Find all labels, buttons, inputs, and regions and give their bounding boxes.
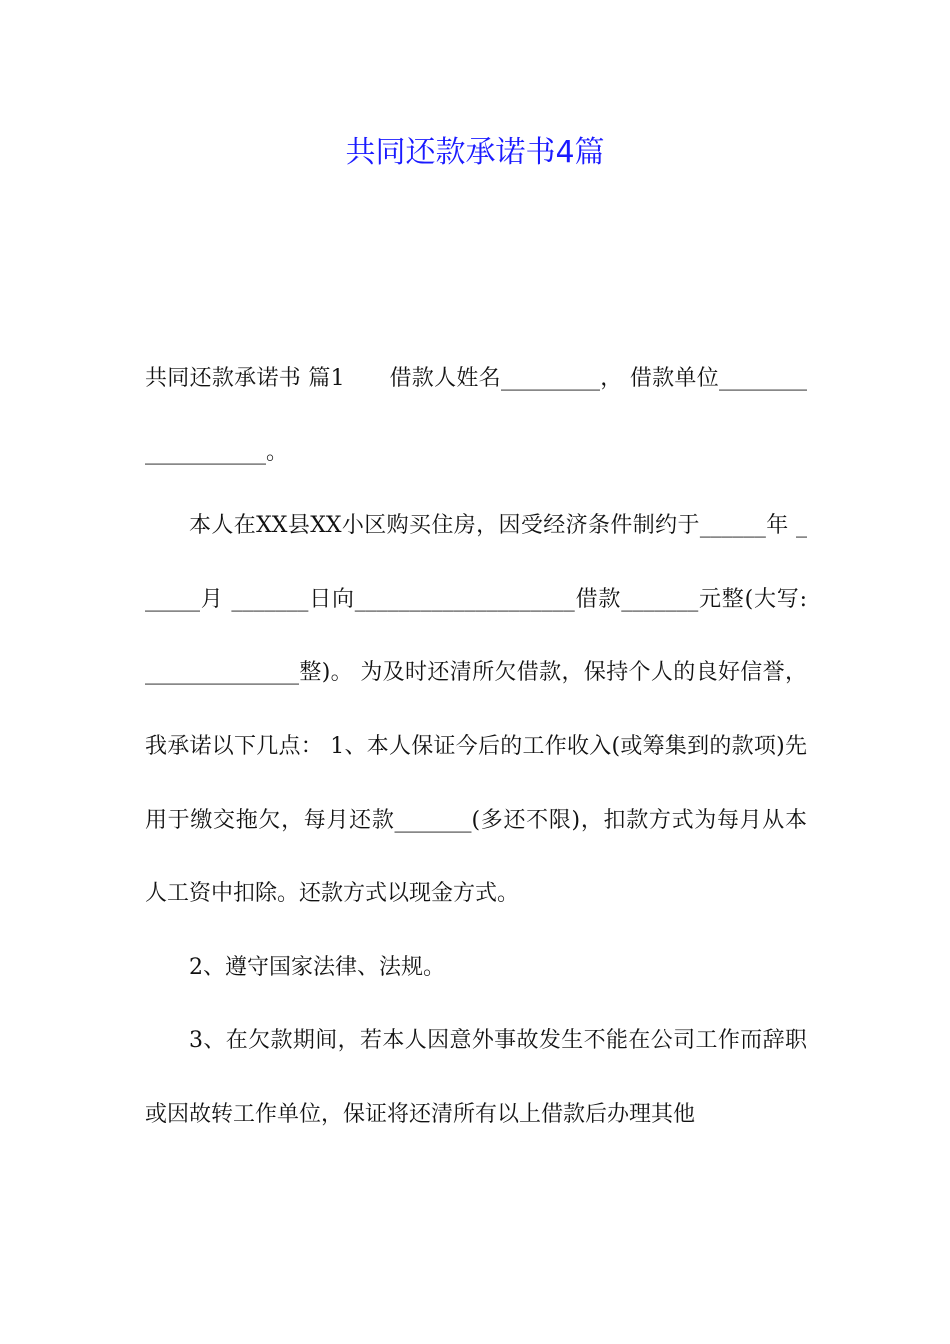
paragraph-commitment: 本人在XX县XX小区购买住房，因受经济条件制约于______年 ______月 _______日向____________________借款_______元整(大写: ______________整)。 为及时还清所欠借款，保持个人的良好信誉，我承诺以下几点： 1、本人保证今后的工作收入(或筹集到的款项)先用于缴交拖欠，每月还款_______(多还不限)，扣款方式为每月从本人工资中扣除。还款方式以现金方式。 bbox=[145, 513, 807, 907]
paragraph-item-3: 3、在欠款期间，若本人因意外事故发生不能在公司工作而辞职或因故转工作单位，保证将还清所有以上借款后办理其他 bbox=[145, 1028, 807, 1127]
document-body bbox=[145, 342, 807, 1152]
paragraph-item-2: 2、遵守国家法律、法规。 bbox=[189, 954, 445, 980]
document-title: 共同还款承诺书4篇 bbox=[345, 135, 605, 170]
paragraph-opening: 共同还款承诺书 篇1 借款人姓名_________， 借款单位___________________。 bbox=[145, 366, 807, 465]
